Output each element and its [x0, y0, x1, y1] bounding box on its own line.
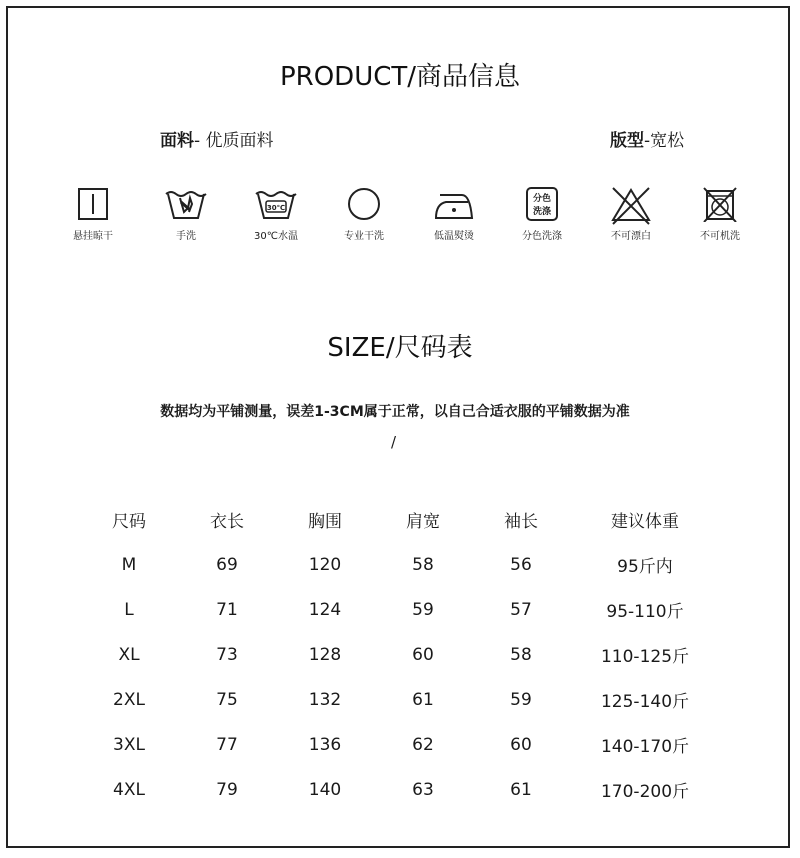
- care-label: 悬挂晾干: [73, 231, 113, 242]
- measurement-note: 数据均为平铺测量，误差1-3CM属于正常，以自己合适衣服的平铺数据为准: [160, 404, 630, 420]
- cell-size: 4XL: [113, 779, 145, 800]
- cell-weight: 110-125斤: [600, 647, 690, 667]
- table-row: [80, 542, 720, 587]
- care-label: 30℃水温: [254, 231, 298, 242]
- header-sleeve: 袖长: [504, 512, 538, 532]
- fit-separator: -: [644, 131, 651, 151]
- care-label: 专业干洗: [344, 231, 384, 242]
- care-hang-dry: [53, 186, 133, 242]
- cell-size: XL: [118, 644, 140, 665]
- fabric-separator: -: [194, 131, 206, 151]
- care-no-bleach: [591, 186, 671, 242]
- cell-sleeve: 61: [510, 779, 532, 800]
- wash-30-icon: [254, 186, 298, 222]
- cell-shoulder: 61: [412, 689, 434, 710]
- cell-sleeve: 56: [510, 554, 532, 575]
- care-label: 分色洗涤: [522, 231, 562, 242]
- cell-shoulder: 59: [412, 599, 434, 620]
- no-bleach-icon: [609, 186, 653, 226]
- slash-mark: /: [391, 433, 397, 451]
- cell-size: M: [121, 554, 137, 575]
- cell-length: 73: [216, 644, 238, 665]
- cell-size: 3XL: [113, 734, 145, 755]
- care-no-machine-wash: [680, 186, 760, 242]
- table-row: [80, 767, 720, 812]
- table-header-row: [80, 497, 720, 542]
- cell-length: 77: [216, 734, 238, 755]
- separate-badge-bottom: 洗涤: [532, 207, 552, 217]
- cell-weight: 140-170斤: [600, 737, 690, 757]
- cell-shoulder: 60: [412, 644, 434, 665]
- header-chest: 胸围: [308, 512, 342, 532]
- low-iron-icon: [432, 186, 476, 222]
- cell-chest: 132: [308, 689, 342, 710]
- table-row: [80, 677, 720, 722]
- size-table: [80, 497, 720, 812]
- cell-weight: 170-200斤: [600, 782, 690, 802]
- care-label: 低温熨烫: [434, 231, 474, 242]
- fit-value: 宽松: [650, 131, 685, 151]
- cell-sleeve: 57: [510, 599, 532, 620]
- header-size: 尺码: [112, 512, 146, 532]
- hang-dry-icon: [73, 186, 113, 222]
- care-separate-wash: [502, 186, 582, 242]
- cell-size: L: [124, 599, 134, 620]
- dry-clean-icon: [344, 186, 384, 222]
- care-low-iron: [414, 186, 494, 242]
- fit-info: [610, 126, 684, 151]
- separate-wash-icon: [522, 186, 562, 222]
- cell-chest: 120: [308, 554, 342, 575]
- cell-length: 71: [216, 599, 238, 620]
- separate-badge-top: 分色: [532, 194, 552, 204]
- cell-size: 2XL: [113, 689, 145, 710]
- cell-chest: 136: [308, 734, 342, 755]
- size-chart-title: SIZE/尺码表: [327, 333, 473, 363]
- cell-length: 75: [216, 689, 238, 710]
- product-info-title: PRODUCT/商品信息: [279, 62, 521, 92]
- header-shoulder: 肩宽: [406, 512, 440, 532]
- care-label: 不可漂白: [611, 231, 651, 242]
- cell-shoulder: 63: [412, 779, 434, 800]
- care-hand-wash: [146, 186, 226, 242]
- no-machine-wash-icon: [700, 186, 740, 222]
- fabric-info: [160, 126, 274, 151]
- cell-sleeve: 59: [510, 689, 532, 710]
- wash-temp-badge: 30℃: [266, 204, 286, 212]
- cell-sleeve: 58: [510, 644, 532, 665]
- table-row: [80, 632, 720, 677]
- fit-label: 版型: [610, 131, 644, 151]
- table-row: [80, 722, 720, 767]
- cell-weight: 125-140斤: [600, 692, 690, 712]
- cell-chest: 124: [308, 599, 342, 620]
- care-label: 手洗: [176, 231, 196, 242]
- care-label: 不可机洗: [700, 231, 740, 242]
- table-row: [80, 587, 720, 632]
- cell-length: 79: [216, 779, 238, 800]
- cell-chest: 128: [308, 644, 342, 665]
- cell-shoulder: 58: [412, 554, 434, 575]
- header-weight: 建议体重: [611, 512, 679, 532]
- care-dry-clean: [324, 186, 404, 242]
- cell-shoulder: 62: [412, 734, 434, 755]
- cell-weight: 95斤内: [617, 557, 673, 577]
- cell-length: 69: [216, 554, 238, 575]
- cell-weight: 95-110斤: [606, 602, 684, 622]
- hand-wash-icon: [164, 186, 208, 222]
- fabric-value: 优质面料: [205, 131, 274, 151]
- cell-sleeve: 60: [510, 734, 532, 755]
- care-wash-30: [236, 186, 316, 242]
- fabric-label: 面料: [160, 131, 194, 151]
- cell-chest: 140: [308, 779, 342, 800]
- header-length: 衣长: [210, 512, 244, 532]
